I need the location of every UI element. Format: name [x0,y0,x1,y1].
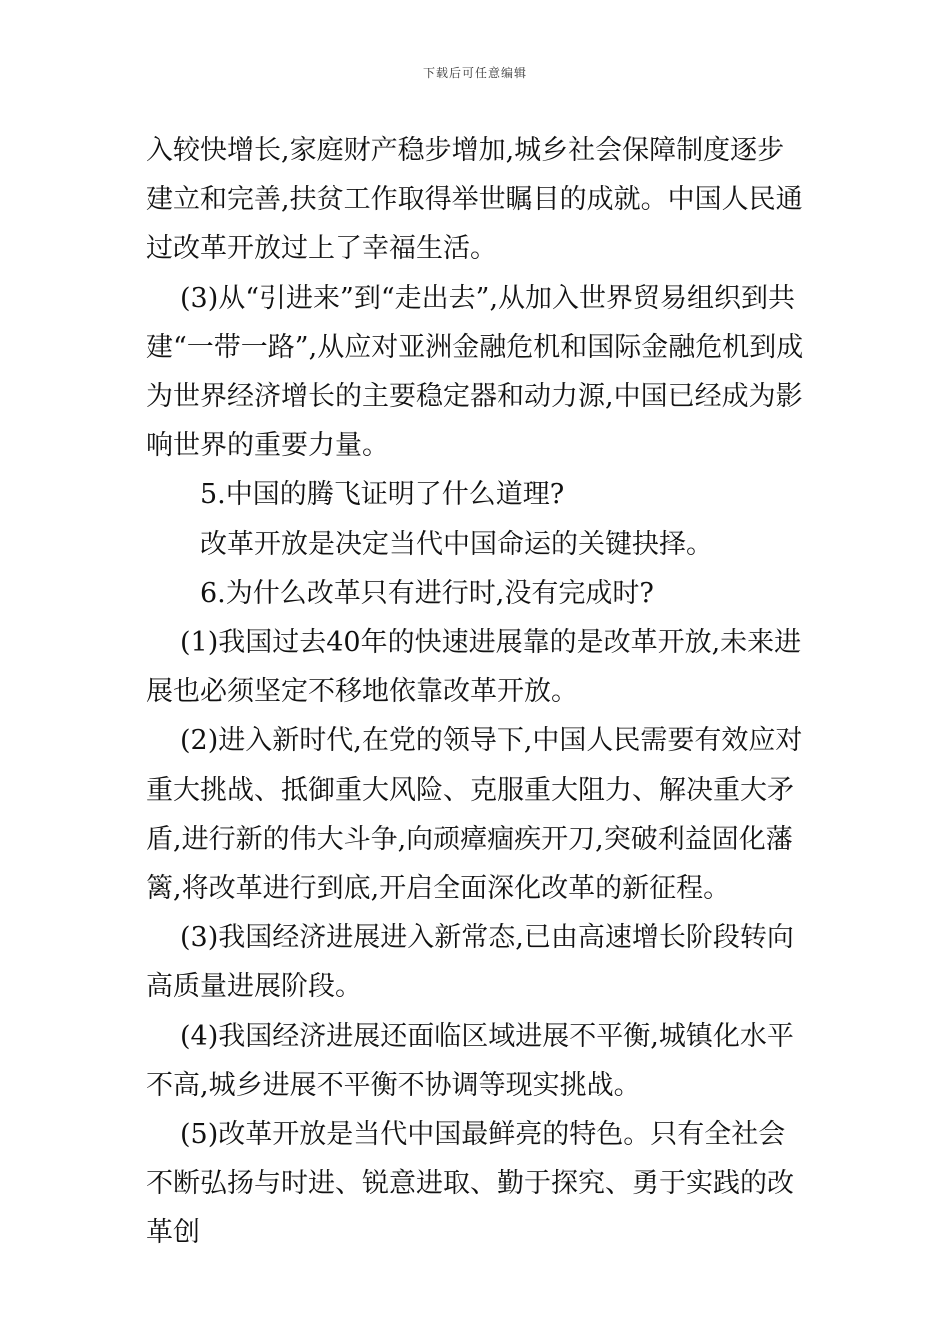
answer-6-point-5: (5)改革开放是当代中国最鲜亮的特色。只有全社会不断弘扬与时进、锐意进取、勤于探究、勇于实践的改革创 [146,1119,794,1249]
answer-6-point-3: (3)我国经济进展进入新常态,已由高速增长阶段转向高质量进展阶段。 [146,922,794,1003]
question-5: 5.中国的腾飞证明了什么道理? [200,479,565,511]
paragraph-point-3: (3)从“引进来”到“走出去”,从加入世界贸易组织到共建“一带一路”,从应对亚洲金融危机和国际金融危机到成为世界经济增长的主要稳定器和动力源,中国已经成为影响世界的重要力量。 [146,282,804,462]
page-header: 下载后可任意编辑 [422,66,527,80]
paragraph-continuation: 入较快增长,家庭财产稳步增加,城乡社会保障制度逐步建立和完善,扶贫工作取得举世瞩目的成就。中国人民通过改革开放过上了幸福生活。 [146,135,803,265]
answer-6-point-2: (2)进入新时代,在党的领导下,中国人民需要有效应对重大挑战、抵御重大风险、克服重大阻力、解决重大矛盾,进行新的伟大斗争,向顽瘴痼疾开刀,突破利益固化藩篱,将改革进行到底,开启全面深化改革的新征程。 [146,725,803,905]
question-6: 6.为什么改革只有进行时,没有完成时? [200,577,654,609]
document-body [146,126,810,1258]
answer-5: 改革开放是决定当代中国命运的关键抉择。 [200,528,713,560]
answer-6-point-1: (1)我国过去40年的快速进展靠的是改革开放,未来进展也必须坚定不移地依靠改革开放。 [146,627,802,708]
answer-6-point-4: (4)我国经济进展还面临区域进展不平衡,城镇化水平不高,城乡进展不平衡不协调等现实挑战。 [146,1020,794,1101]
